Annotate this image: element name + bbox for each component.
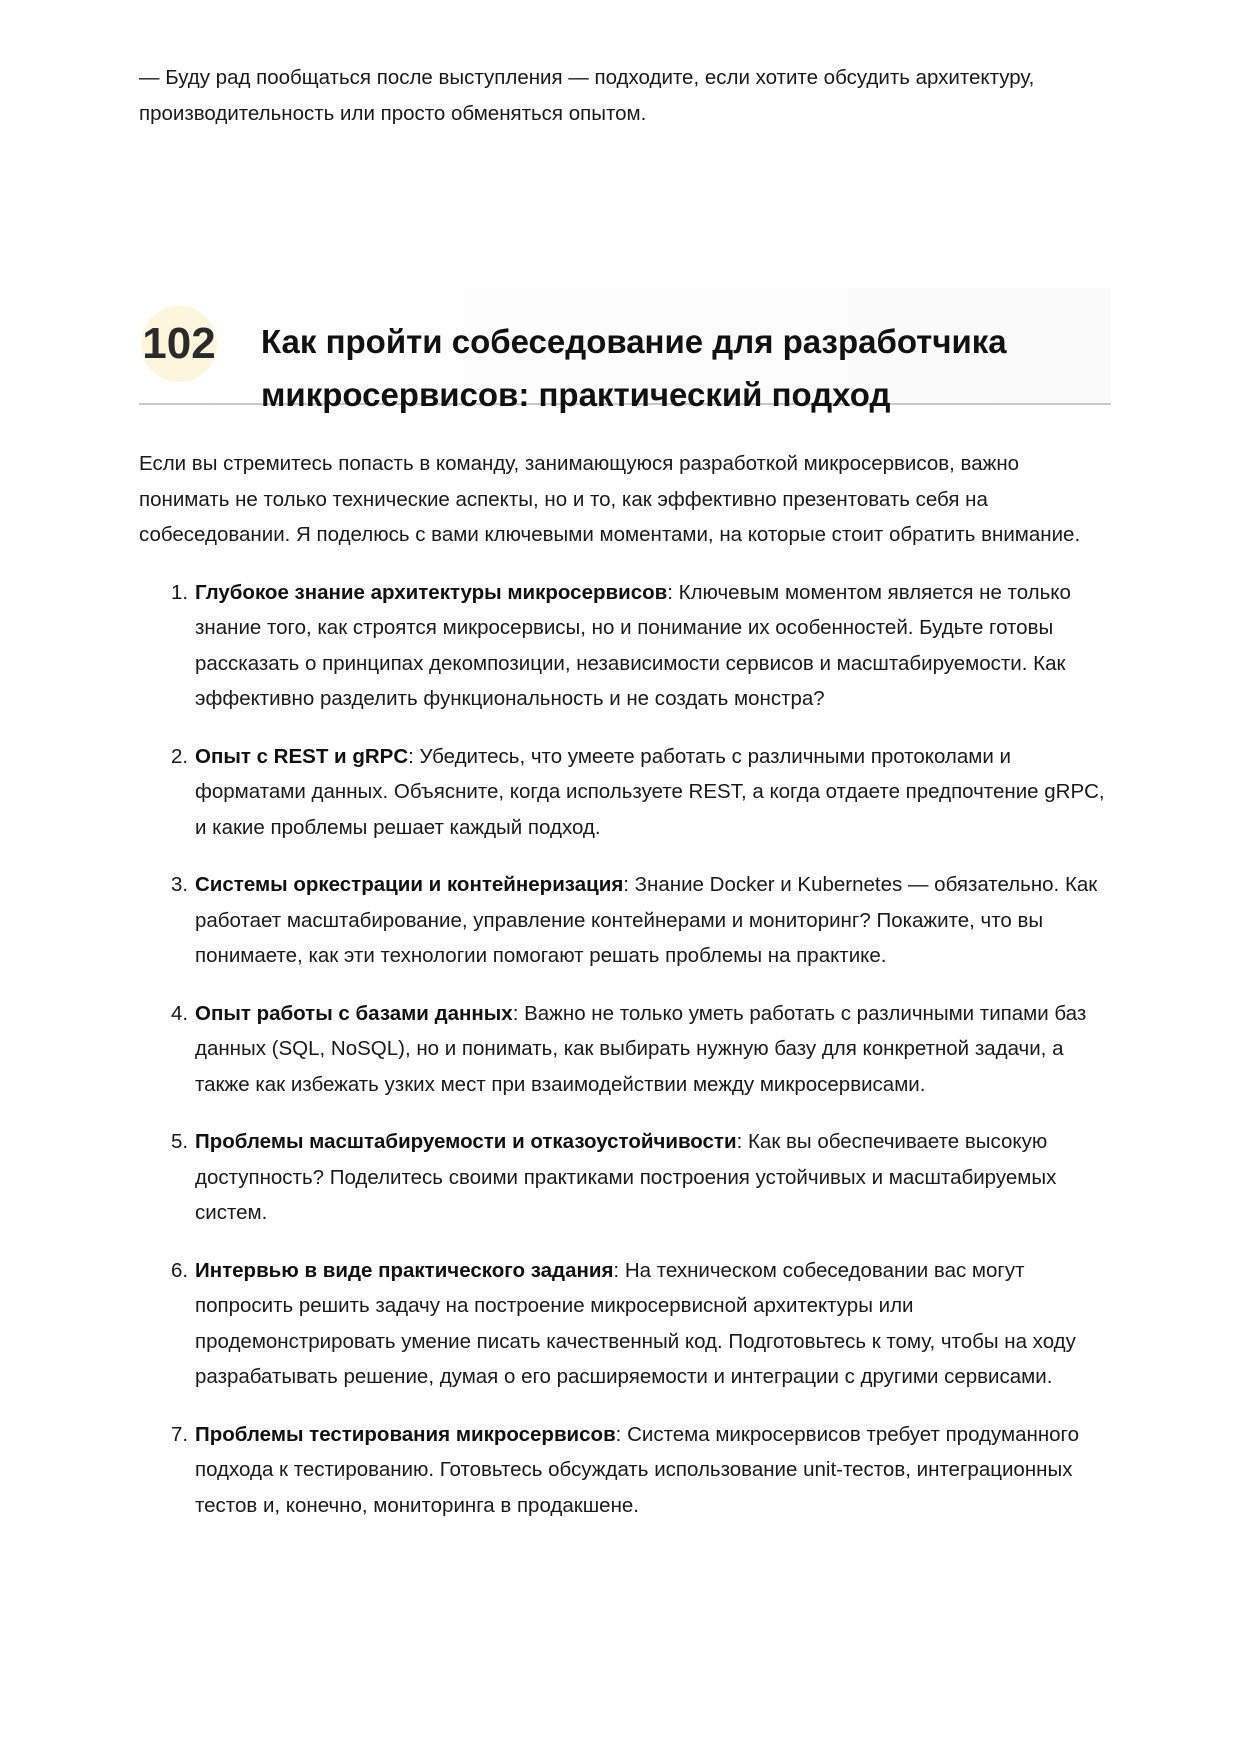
list-item: [139, 739, 1111, 846]
chapter-title: Как пройти собеседование для разработчика микросервисов: практический подход: [261, 323, 1007, 414]
list-item-text: : Знание Docker и Kubernetes — обязательно. Как работает масштабирование, управление контейнерами и мониторинг? Покажите, что вы понимаете, как эти технологии помогают решать проблемы на практике.: [195, 873, 1098, 967]
list-item-number: 3.: [171, 873, 189, 896]
list-item-text: : Важно не только уметь работать с различными типами баз данных (SQL, NoSQL), но и понимать, как выбирать нужную базу для конкретной задачи, а также как избежать узких мест при взаимодействии между микросервисами.: [195, 1001, 1087, 1096]
lead-paragraph: Если вы стремитесь попасть в команду, занимающуюся разработкой микросервисов, важно понимать не только технические аспекты, но и то, как эффективно презентовать себя на собеседовании. Я поделюсь с вами ключевыми моментами, на которые стоит обратить внимание.: [139, 452, 1081, 546]
list-item-title: Проблемы тестирования микросервисов: [195, 1422, 616, 1446]
interview-points-list: [139, 575, 1111, 1524]
chapter-header: [139, 288, 1111, 414]
list-item: [139, 1417, 1111, 1524]
list-item-title: Глубокое знание архитектуры микросервисов: [195, 580, 668, 604]
list-item-text: : На техническом собеседовании вас могут попросить решить задачу на построение микросервисной архитектуры или продемонстрировать умение писать качественный код. Подготовьтесь к тому, чтобы на ходу разрабатывать решение, думая о его расширяемости и интеграции с другими сервисами.: [195, 1258, 1076, 1388]
list-item: [139, 1124, 1111, 1231]
page-content: [139, 60, 1111, 1545]
list-item: [139, 996, 1111, 1103]
list-item-number: 7.: [171, 1422, 189, 1446]
list-item-title: Проблемы масштабируемости и отказоустойчивости: [195, 1130, 737, 1153]
chapter-number-badge: 102: [141, 306, 217, 382]
list-item-title: Системы оркестрации и контейнеризация: [195, 873, 624, 896]
intro-paragraph: — Буду рад пообщаться после выступления — подходите, если хотите обсудить архитектуру, производительность или просто обменяться опытом.: [139, 66, 1035, 125]
list-item-number: 2.: [171, 744, 189, 768]
list-item-number: 1.: [171, 580, 189, 604]
list-item-title: Опыт с REST и gRPC: [195, 744, 409, 768]
list-item-title: Опыт работы с базами данных: [195, 1001, 513, 1025]
list-item-number: 4.: [171, 1001, 189, 1025]
list-item-number: 6.: [171, 1258, 189, 1282]
list-item-text: : Система микросервисов требует продуманного подхода к тестированию. Готовьтесь обсуждать использование unit-тестов, интеграционных тестов и, конечно, мониторинга в продакшене.: [195, 1422, 1079, 1517]
list-item: [139, 575, 1111, 717]
list-item-title: Интервью в виде практического задания: [195, 1258, 614, 1282]
list-item: [139, 1253, 1111, 1395]
list-item-text: : Убедитесь, что умеете работать с различными протоколами и форматами данных. Объясните, когда используете REST, а когда отдаете предпочтение gRPC, и какие проблемы решает каждый подход.: [195, 744, 1105, 839]
list-item-text: : Ключевым моментом является не только знание того, как строятся микросервисы, но и понимание их особенностей. Будьте готовы рассказать о принципах декомпозиции, независимости сервисов и масштабируемости. Как эффективно разделить функциональность и не создать монстра?: [195, 580, 1071, 710]
list-item-text: : Как вы обеспечиваете высокую доступность? Поделитесь своими практиками построения устойчивых и масштабируемых систем.: [195, 1130, 1057, 1224]
list-item: [139, 867, 1111, 974]
list-item-number: 5.: [171, 1130, 189, 1153]
